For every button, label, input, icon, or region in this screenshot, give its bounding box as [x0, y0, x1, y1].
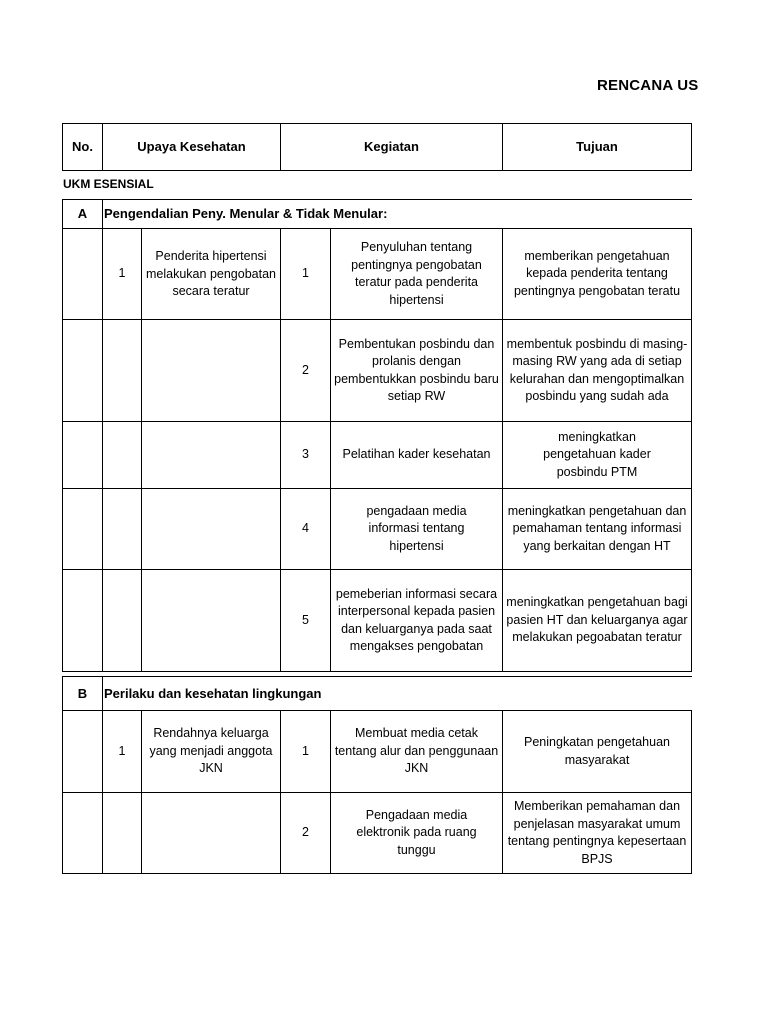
group-code: B — [77, 685, 88, 701]
problem-no: 1 — [118, 743, 126, 758]
activity-kegiatan: pemeberian informasi secara interpersonal kepada pasien dan keluarganya pada saat mengakses pengobatan — [335, 586, 498, 653]
section-label: UKM ESENSIAL — [63, 177, 154, 192]
activity-tujuan: memberikan pengetahuan kepada penderita tentang pentingnya pengobatan teratu — [513, 248, 681, 298]
problem-no: 1 — [118, 266, 126, 281]
header-upaya-kesehatan: Upaya Kesehatan — [137, 139, 246, 155]
problem-text: Rendahnya keluarga yang menjadi anggota JKN — [149, 726, 273, 776]
activity-no: 2 — [302, 825, 309, 840]
page-title: RENCANA US — [597, 77, 699, 94]
activity-no: 2 — [302, 362, 309, 377]
group-code: A — [77, 206, 88, 222]
activity-no: 1 — [302, 266, 309, 281]
header-tujuan: Tujuan — [576, 139, 618, 155]
activity-kegiatan: Penyuluhan tentang pentingnya pengobatan teratur pada penderita hipertensi — [351, 240, 482, 307]
activity-kegiatan: Pembentukan posbindu dan prolanis dengan pembentukkan posbindu baru setiap RW — [334, 336, 499, 403]
activity-tujuan: meningkatkan pengetahuan kader posbindu PTM — [543, 429, 651, 479]
activity-kegiatan: Membuat media cetak tentang alur dan penggunaan JKN — [334, 726, 499, 776]
activity-tujuan: Peningkatan pengetahuan masyarakat — [524, 735, 670, 767]
activity-tujuan: meningkatkan pengetahuan bagi pasien HT dan keluarganya agar melakukan pegoabatan teratur — [506, 595, 688, 645]
group-name: Perilaku dan kesehatan lingkungan — [104, 685, 322, 701]
activity-kegiatan: pengadaan media informasi tentang hipertensi — [366, 503, 467, 553]
header-kegiatan: Kegiatan — [364, 139, 419, 155]
activity-tujuan: Memberikan pemahaman dan penjelasan masyarakat umum tentang pentingnya kepesertaan BPJS — [507, 799, 687, 866]
activity-no: 4 — [302, 521, 309, 536]
problem-text: Penderita hipertensi melakukan pengobatan secara teratur — [146, 249, 276, 298]
header-no: No. — [72, 139, 93, 155]
activity-no: 5 — [302, 612, 309, 627]
activity-no: 3 — [302, 447, 309, 462]
activity-tujuan: meningkatkan pengetahuan dan pemahaman tentang informasi yang berkaitan dengan HT — [507, 503, 687, 553]
activity-kegiatan: Pengadaan media elektronik pada ruang tunggu — [356, 807, 477, 857]
activity-kegiatan: Pelatihan kader kesehatan — [342, 447, 491, 462]
activity-no: 1 — [302, 743, 309, 758]
group-name: Pengendalian Peny. Menular & Tidak Menular: — [104, 206, 388, 222]
activity-tujuan: membentuk posbindu di masing-masing RW yang ada di setiap kelurahan dan mengoptimalkan posbindu yang sudah ada — [506, 336, 688, 403]
